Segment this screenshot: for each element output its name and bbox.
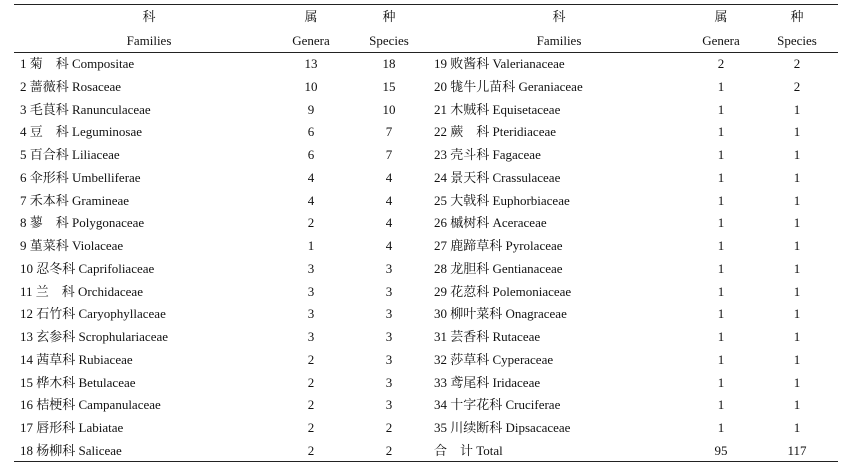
right-species-count: 1: [793, 397, 801, 413]
table-row: [14, 394, 838, 416]
left-species-count: 3: [385, 351, 393, 367]
table-row: [14, 235, 838, 257]
left-family-name: 16 桔梗科 Campanulaceae: [20, 397, 161, 413]
right-genera-count: 1: [717, 351, 725, 367]
header-family-cn-left: 科: [142, 9, 156, 24]
right-genera-count: 95: [714, 442, 728, 458]
table-row: [14, 417, 838, 439]
table-row: [14, 121, 838, 143]
header-row-en: [14, 30, 838, 52]
left-genera-count: 10: [304, 78, 318, 94]
left-genera-count: 2: [307, 397, 315, 413]
header-genera-en-left: Genera: [292, 33, 330, 48]
right-genera-count: 1: [717, 397, 725, 413]
left-species-count: 2: [385, 442, 393, 458]
right-genera-count: 1: [717, 306, 725, 322]
table-row: [14, 372, 838, 394]
left-species-count: 4: [385, 192, 393, 208]
left-family-name: 7 禾本科 Gramineae: [20, 192, 130, 208]
header-species-en-left: Species: [369, 33, 409, 48]
table-row: [14, 76, 838, 98]
header-species-en-right: Species: [777, 33, 817, 48]
right-species-count: 2: [793, 78, 801, 94]
header-species-cn-left: 种: [382, 9, 396, 24]
table-row: [14, 167, 838, 189]
right-species-count: 1: [793, 306, 801, 322]
left-family-name: 15 桦木科 Betulaceae: [20, 374, 136, 390]
right-family-name: 22 蕨 科 Pteridiaceae: [434, 124, 557, 140]
left-family-name: 3 毛茛科 Ranunculaceae: [20, 101, 151, 117]
header-family-en-left: Families: [126, 33, 172, 48]
right-family-name: 28 龙胆科 Gentianaceae: [434, 260, 563, 276]
right-family-name: 32 莎草科 Cyperaceae: [434, 351, 554, 367]
left-family-name: 18 杨柳科 Saliceae: [20, 442, 122, 458]
left-species-count: 18: [382, 56, 396, 71]
right-family-name: 19 败酱科 Valerianaceae: [434, 56, 565, 71]
right-family-name: 合 计 Total: [434, 442, 503, 458]
left-family-name: 13 玄参科 Scrophulariaceae: [20, 329, 169, 344]
left-genera-count: 3: [307, 283, 315, 299]
right-family-name: 21 木贼科 Equisetaceae: [434, 101, 561, 117]
right-family-name: 30 柳叶菜科 Onagraceae: [434, 306, 567, 322]
right-family-name: 20 牻牛儿苗科 Geraniaceae: [434, 78, 583, 94]
left-species-count: 10: [382, 101, 396, 117]
table-row: [14, 190, 838, 212]
right-species-count: 1: [793, 124, 801, 140]
right-family-name: 23 壳斗科 Fagaceae: [434, 147, 541, 162]
header-family-en-right: Families: [536, 33, 582, 48]
left-species-count: 4: [385, 238, 393, 253]
left-genera-count: 2: [307, 442, 315, 458]
left-family-name: 11 兰 科 Orchidaceae: [20, 283, 143, 299]
right-species-count: 2: [793, 56, 801, 71]
left-family-name: 17 唇形科 Labiatae: [20, 420, 124, 435]
right-genera-count: 1: [717, 147, 725, 162]
left-genera-count: 13: [304, 56, 318, 71]
right-species-count: 1: [793, 420, 801, 435]
left-genera-count: 6: [307, 147, 315, 162]
right-genera-count: 1: [717, 260, 725, 276]
table-row: [14, 303, 838, 325]
right-species-count: 1: [793, 238, 801, 253]
right-species-count: 1: [793, 169, 801, 185]
right-genera-count: 1: [717, 124, 725, 140]
bottom-rule: [14, 461, 838, 462]
table-row: [14, 440, 838, 462]
right-family-name: 25 大戟科 Euphorbiaceae: [434, 192, 570, 208]
header-genera-cn-left: 属: [304, 9, 318, 24]
left-family-name: 2 蔷薇科 Rosaceae: [20, 78, 122, 94]
left-genera-count: 2: [307, 420, 315, 435]
right-genera-count: 1: [717, 283, 725, 299]
header-family-cn-right: 科: [552, 9, 566, 24]
header-genera-cn-right: 属: [714, 9, 728, 24]
right-genera-count: 1: [717, 101, 725, 117]
right-species-count: 1: [793, 192, 801, 208]
right-species-count: 1: [793, 374, 801, 390]
left-genera-count: 2: [307, 374, 315, 390]
left-species-count: 4: [385, 215, 393, 231]
right-species-count: 1: [793, 215, 801, 231]
right-genera-count: 2: [717, 56, 725, 71]
left-species-count: 7: [385, 147, 393, 162]
table-row: [14, 144, 838, 166]
right-species-count: 1: [793, 260, 801, 276]
table-row: [14, 349, 838, 371]
right-species-count: 1: [793, 147, 801, 162]
left-genera-count: 6: [307, 124, 315, 140]
right-genera-count: 1: [717, 374, 725, 390]
right-species-count: 117: [787, 442, 807, 458]
left-species-count: 2: [385, 420, 393, 435]
header-genera-en-right: Genera: [702, 33, 740, 48]
left-genera-count: 3: [307, 306, 315, 322]
left-genera-count: 3: [307, 260, 315, 276]
right-species-count: 1: [793, 329, 801, 344]
right-genera-count: 1: [717, 420, 725, 435]
left-family-name: 14 茜草科 Rubiaceae: [20, 351, 133, 367]
left-genera-count: 9: [307, 101, 315, 117]
right-family-name: 31 芸香科 Rutaceae: [434, 329, 541, 344]
right-genera-count: 1: [717, 215, 725, 231]
left-species-count: 15: [382, 78, 396, 94]
header-row-cn: [14, 6, 838, 28]
right-family-name: 35 川续断科 Dipsacaceae: [434, 420, 571, 435]
left-species-count: 3: [385, 374, 393, 390]
right-genera-count: 1: [717, 169, 725, 185]
left-family-name: 8 蓼 科 Polygonaceae: [20, 215, 145, 231]
left-species-count: 4: [385, 169, 393, 185]
right-family-name: 34 十字花科 Cruciferae: [434, 397, 561, 413]
right-species-count: 1: [793, 351, 801, 367]
left-species-count: 3: [385, 283, 393, 299]
table-row: [14, 99, 838, 121]
left-family-name: 12 石竹科 Caryophyllaceae: [20, 306, 166, 322]
left-family-name: 9 堇菜科 Violaceae: [20, 238, 124, 253]
right-family-name: 29 花荵科 Polemoniaceae: [434, 283, 572, 299]
left-species-count: 3: [385, 397, 393, 413]
left-species-count: 7: [385, 124, 393, 140]
table-row: [14, 281, 838, 303]
table-row: [14, 212, 838, 234]
left-family-name: 6 伞形科 Umbelliferae: [20, 169, 141, 185]
right-genera-count: 1: [717, 192, 725, 208]
left-family-name: 4 豆 科 Leguminosae: [20, 124, 143, 140]
left-family-name: 5 百合科 Liliaceae: [20, 147, 120, 162]
right-genera-count: 1: [717, 238, 725, 253]
header-species-cn-right: 种: [790, 9, 804, 24]
top-rule: [14, 4, 838, 5]
left-species-count: 3: [385, 329, 393, 344]
left-species-count: 3: [385, 306, 393, 322]
table-row: [14, 53, 838, 75]
left-species-count: 3: [385, 260, 393, 276]
left-genera-count: 2: [307, 215, 315, 231]
right-genera-count: 1: [717, 329, 725, 344]
table-row: [14, 326, 838, 348]
left-family-name: 1 菊 科 Compositae: [20, 56, 135, 71]
right-species-count: 1: [793, 101, 801, 117]
right-family-name: 33 鸢尾科 Iridaceae: [434, 374, 541, 390]
left-genera-count: 1: [307, 238, 315, 253]
left-genera-count: 4: [307, 169, 315, 185]
left-genera-count: 2: [307, 351, 315, 367]
right-species-count: 1: [793, 283, 801, 299]
right-genera-count: 1: [717, 78, 725, 94]
table-row: [14, 258, 838, 280]
left-genera-count: 3: [307, 329, 315, 344]
right-family-name: 27 鹿蹄草科 Pyrolaceae: [434, 238, 563, 253]
left-genera-count: 4: [307, 192, 315, 208]
left-family-name: 10 忍冬科 Caprifoliaceae: [20, 260, 155, 276]
right-family-name: 24 景天科 Crassulaceae: [434, 169, 561, 185]
right-family-name: 26 槭树科 Aceraceae: [434, 215, 547, 231]
